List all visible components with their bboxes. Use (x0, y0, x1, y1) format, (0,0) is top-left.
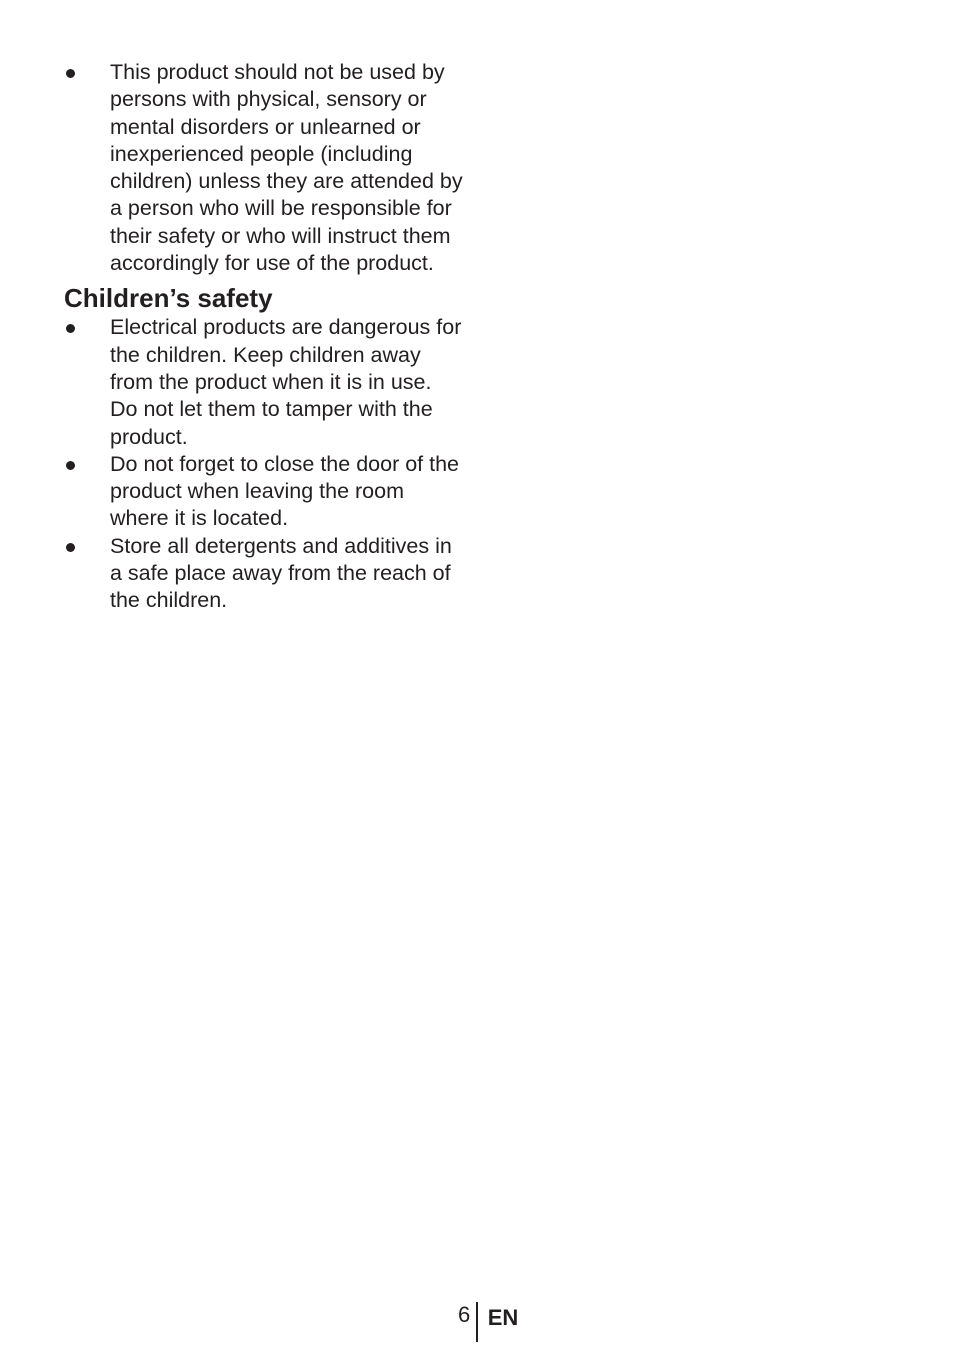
list-item-text: Electrical products are dangerous for the children. Keep children away from the product when it is in use. Do not let them to tamper with the product. (110, 315, 462, 449)
bullet-icon (66, 69, 75, 78)
list-item (64, 533, 464, 615)
page-number: 6 (458, 1302, 471, 1327)
list-item-text: Do not forget to close the door of the product when leaving the room where it is located. (110, 451, 459, 531)
bullet-icon (66, 543, 75, 552)
list-item (64, 451, 464, 533)
children-safety-bullet-list (64, 314, 464, 614)
section-heading: Children’s safety (64, 283, 273, 314)
list-item (64, 59, 464, 277)
list-item-text: This product should not be used by persons with physical, sensory or mental disorders or unlearned or inexperienced people (including children) unless they are attended by a person who will be responsible for their safety or who will instruct them accordingly for use of the product. (110, 60, 463, 276)
text-column (64, 59, 464, 615)
language-code: EN (487, 1305, 519, 1330)
intro-bullet-list (64, 59, 464, 277)
list-item (64, 314, 464, 450)
page-footer (458, 1302, 518, 1344)
list-item-text: Store all detergents and additives in a safe place away from the reach of the children. (110, 533, 452, 613)
bullet-icon (66, 324, 75, 333)
bullet-icon (66, 461, 75, 470)
